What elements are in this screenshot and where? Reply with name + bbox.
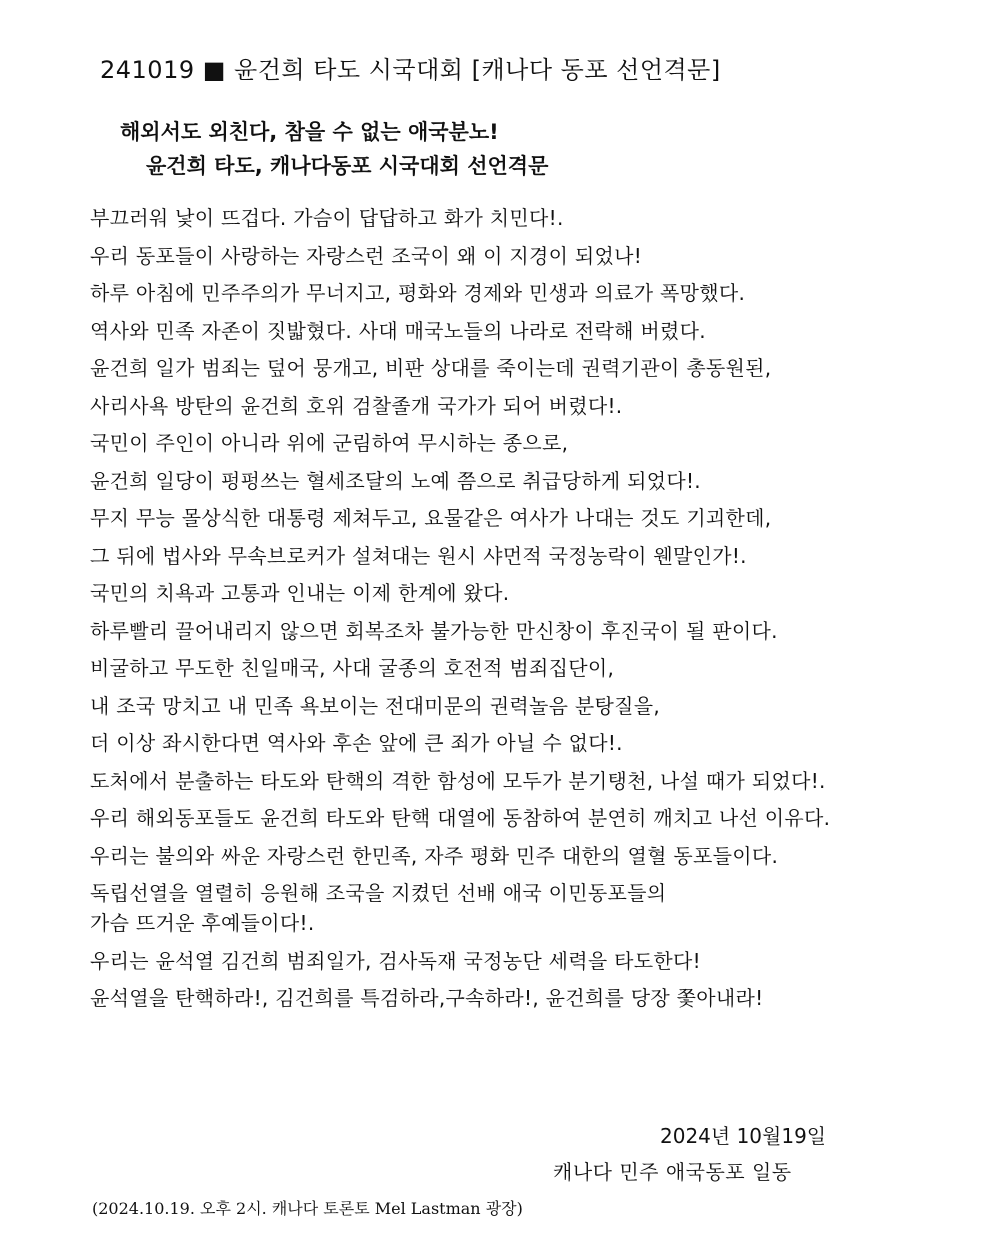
- event-footnote: (2024.10.19. 오후 2시. 캐나다 토론토 Mel Lastman 광장): [92, 1199, 523, 1218]
- body-line: 무지 무능 몰상식한 대통령 제쳐두고, 요물같은 여사가 나대는 것도 기괴한데,: [90, 506, 772, 530]
- document-title: 241019 ■ 윤건희 타도 시국대회 [캐나다 동포 선언격문]: [100, 56, 721, 84]
- body-line: 역사와 민족 자존이 짓밟혔다. 사대 매국노들의 나라로 전락해 버렸다.: [90, 318, 706, 343]
- body-line: 가슴 뜨거운 후예들이다!.: [90, 911, 315, 935]
- body-line: 윤석열을 탄핵하라!, 김건희를 특검하라,구속하라!, 윤건희를 당장 쫓아내라!: [90, 986, 764, 1010]
- body-line: 그 뒤에 법사와 무속브로커가 설쳐대는 원시 샤먼적 국정농락이 웬말인가!.: [90, 543, 747, 568]
- body-line: 비굴하고 무도한 친일매국, 사대 굴종의 호전적 범죄집단이,: [90, 656, 615, 680]
- closing-date: 2024년 10월19일: [660, 1124, 827, 1148]
- body-line: 더 이상 좌시한다면 역사와 후손 앞에 큰 죄가 아닐 수 없다!.: [90, 731, 623, 755]
- body-line: 우리 동포들이 사랑하는 자랑스런 조국이 왜 이 지경이 되었나!: [90, 243, 643, 268]
- body-line: 우리는 불의와 싸운 자랑스런 한민족, 자주 평화 민주 대한의 열혈 동포들이다.: [90, 843, 779, 868]
- body-line: 사리사욕 방탄의 윤건희 호위 검찰졸개 국가가 되어 버렸다!.: [90, 393, 623, 418]
- body-line: 우리 해외동포들도 윤건희 타도와 탄핵 대열에 동참하여 분연히 깨치고 나선 이유다.: [90, 806, 831, 830]
- body-line: 윤건희 일가 범죄는 덮어 뭉개고, 비판 상대를 죽이는데 권력기관이 총동원된,: [90, 356, 772, 380]
- body-line: 내 조국 망치고 내 민족 욕보이는 전대미문의 권력놀음 분탕질을,: [90, 693, 661, 718]
- closing-signature: 캐나다 민주 애국동포 일동: [553, 1160, 792, 1184]
- body-line: 국민의 치욕과 고통과 인내는 이제 한계에 왔다.: [90, 581, 510, 605]
- body-line: 부끄러워 낯이 뜨겁다. 가슴이 답답하고 화가 치민다!.: [90, 206, 564, 230]
- body-line: 하루 아침에 민주주의가 무너지고, 평화와 경제와 민생과 의료가 폭망했다.: [90, 281, 746, 305]
- body-line: 윤건희 일당이 펑펑쓰는 혈세조달의 노예 쯤으로 취급당하게 되었다!.: [90, 468, 701, 493]
- body-line: 독립선열을 열렬히 응원해 조국을 지켰던 선배 애국 이민동포들의: [90, 881, 667, 905]
- body-line: 우리는 윤석열 김건희 범죄일가, 검사독재 국정농단 세력을 타도한다!: [90, 948, 701, 973]
- manifesto-body: [90, 204, 970, 1022]
- headline-line-2: 윤건희 타도, 캐나다동포 시국대회 선언격문: [146, 154, 549, 178]
- body-line: 국민이 주인이 아니라 위에 군림하여 무시하는 종으로,: [90, 431, 569, 455]
- body-line: 하루빨리 끌어내리지 않으면 회복조차 불가능한 만신창이 후진국이 될 판이다.: [90, 618, 778, 643]
- headline-line-1: 해외서도 외친다, 참을 수 없는 애국분노!: [120, 120, 499, 144]
- body-line: 도처에서 분출하는 타도와 탄핵의 격한 함성에 모두가 분기탱천, 나설 때가 되었다!.: [90, 768, 826, 793]
